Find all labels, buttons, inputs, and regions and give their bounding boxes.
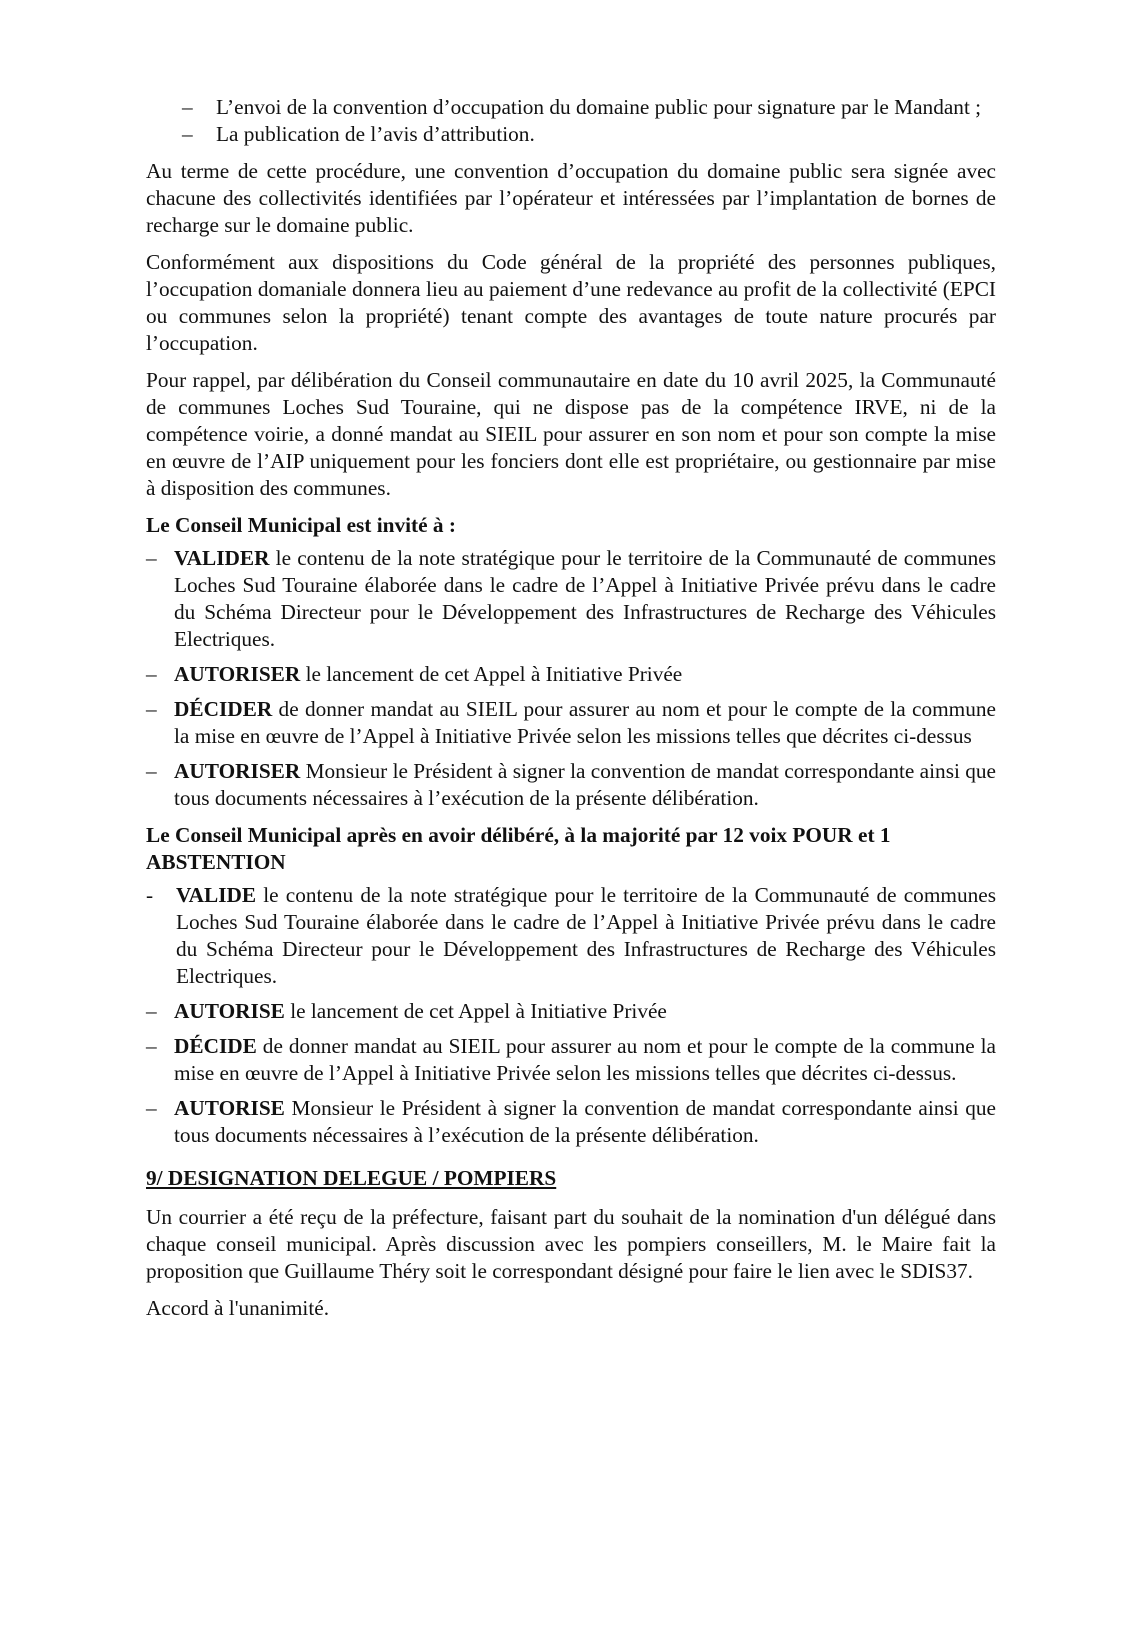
dash-bullet: – <box>182 95 193 119</box>
dash-bullet: – <box>146 662 157 686</box>
action-text: Monsieur le Président à signer la convention de mandat correspondante ainsi que tous documents nécessaires à l’exécution de la présente délibération. <box>174 759 996 810</box>
section-title: 9/ DESIGNATION DELEGUE / POMPIERS <box>146 1166 557 1190</box>
action-keyword: VALIDER <box>174 546 270 570</box>
list-item <box>146 94 996 121</box>
list-item <box>146 758 996 812</box>
action-text: de donner mandat au SIEIL pour assurer au nom et pour le compte de la commune la mise en œuvre de l’Appel à Initiative Privée selon les missions telles que décrites ci-dessus. <box>174 1034 996 1085</box>
action-keyword: AUTORISER <box>174 759 301 783</box>
paragraph-occupation-fee: Conformément aux dispositions du Code général de la propriété des personnes publiques, l’occupation domaniale donnera lieu au paiement d’une redevance au profit de la collectivité (EPCI ou communes selon la propriété) tenant compte des avantages de toute nature procurés par l’occupation. <box>146 250 996 355</box>
action-text: de donner mandat au SIEIL pour assurer au nom et pour le compte de la commune la mise en œuvre de l’Appel à Initiative Privée selon les missions telles que décrites ci-dessus <box>174 697 996 748</box>
paragraph-firefighter-delegate: Un courrier a été reçu de la préfecture, faisant part du souhait de la nomination d'un délégué dans chaque conseil municipal. Après discussion avec les pompiers conseillers, M. le Maire fait la proposition que Guillaume Théry soit le correspondant désigné pour faire le lien avec le SDIS37. <box>146 1205 996 1283</box>
action-text: le contenu de la note stratégique pour le territoire de la Communauté de communes Loches Sud Touraine élaborée dans le cadre de l’Appel à Initiative Privée prévu dans le cadre du Schéma Directeur pour le Développement des Infrastructures de Recharge des Véhicules Electriques. <box>176 883 996 988</box>
paragraph-reminder: Pour rappel, par délibération du Conseil communautaire en date du 10 avril 2025, la Communauté de communes Loches Sud Touraine, qui ne dispose pas de la compétence IRVE, ni de la compétence voirie, a donné mandat au SIEIL pour assurer en son nom et pour son compte la mise en œuvre de l’AIP uniquement pour les fonciers dont elle est propriétaire, ou gestionnaire par mise à disposition des communes. <box>146 368 996 500</box>
list-item <box>146 882 996 990</box>
list-item-text: La publication de l’avis d’attribution. <box>216 122 535 146</box>
action-keyword: VALIDE <box>176 883 257 907</box>
action-text: le lancement de cet Appel à Initiative Privée <box>284 999 667 1023</box>
dash-bullet: – <box>146 1034 157 1058</box>
dash-bullet: – <box>146 697 157 721</box>
invite-list <box>146 545 996 812</box>
paragraph-agreement: Accord à l'unanimité. <box>146 1296 330 1320</box>
dash-bullet: - <box>146 883 154 907</box>
action-keyword: DÉCIDER <box>174 697 273 721</box>
list-item <box>146 545 996 653</box>
dash-bullet: – <box>146 759 157 783</box>
list-item <box>146 661 996 688</box>
list-item <box>146 696 996 750</box>
action-keyword: AUTORISER <box>174 662 301 686</box>
document-page <box>146 94 996 1332</box>
action-keyword: AUTORISE <box>174 1096 285 1120</box>
dash-bullet: – <box>146 546 157 570</box>
decision-list <box>146 882 996 1149</box>
dash-bullet: – <box>182 122 193 146</box>
list-item-text: L’envoi de la convention d’occupation du domaine public pour signature par le Mandant ; <box>216 95 982 119</box>
action-keyword: AUTORISE <box>174 999 285 1023</box>
list-item <box>146 998 996 1025</box>
list-item <box>146 121 996 148</box>
action-text: Monsieur le Président à signer la convention de mandat correspondante ainsi que tous documents nécessaires à l’exécution de la présente délibération. <box>174 1096 996 1147</box>
decision-heading: Le Conseil Municipal après en avoir délibéré, à la majorité par 12 voix POUR et 1 ABSTENTION <box>146 823 891 874</box>
action-text: le lancement de cet Appel à Initiative Privée <box>300 662 683 686</box>
paragraph-procedure-term: Au terme de cette procédure, une convention d’occupation du domaine public sera signée avec chacune des collectivités identifiées par l’opérateur et intéressées par l’implantation de bornes de recharge sur le domaine public. <box>146 159 996 237</box>
list-item <box>146 1095 996 1149</box>
procedure-steps-list <box>146 94 996 148</box>
dash-bullet: – <box>146 1096 157 1120</box>
invite-heading: Le Conseil Municipal est invité à : <box>146 513 456 537</box>
list-item <box>146 1033 996 1087</box>
action-text: le contenu de la note stratégique pour le territoire de la Communauté de communes Loches Sud Touraine élaborée dans le cadre de l’Appel à Initiative Privée prévu dans le cadre du Schéma Directeur pour le Développement des Infrastructures de Recharge des Véhicules Electriques. <box>174 546 996 651</box>
action-keyword: DÉCIDE <box>174 1034 257 1058</box>
dash-bullet: – <box>146 999 157 1023</box>
